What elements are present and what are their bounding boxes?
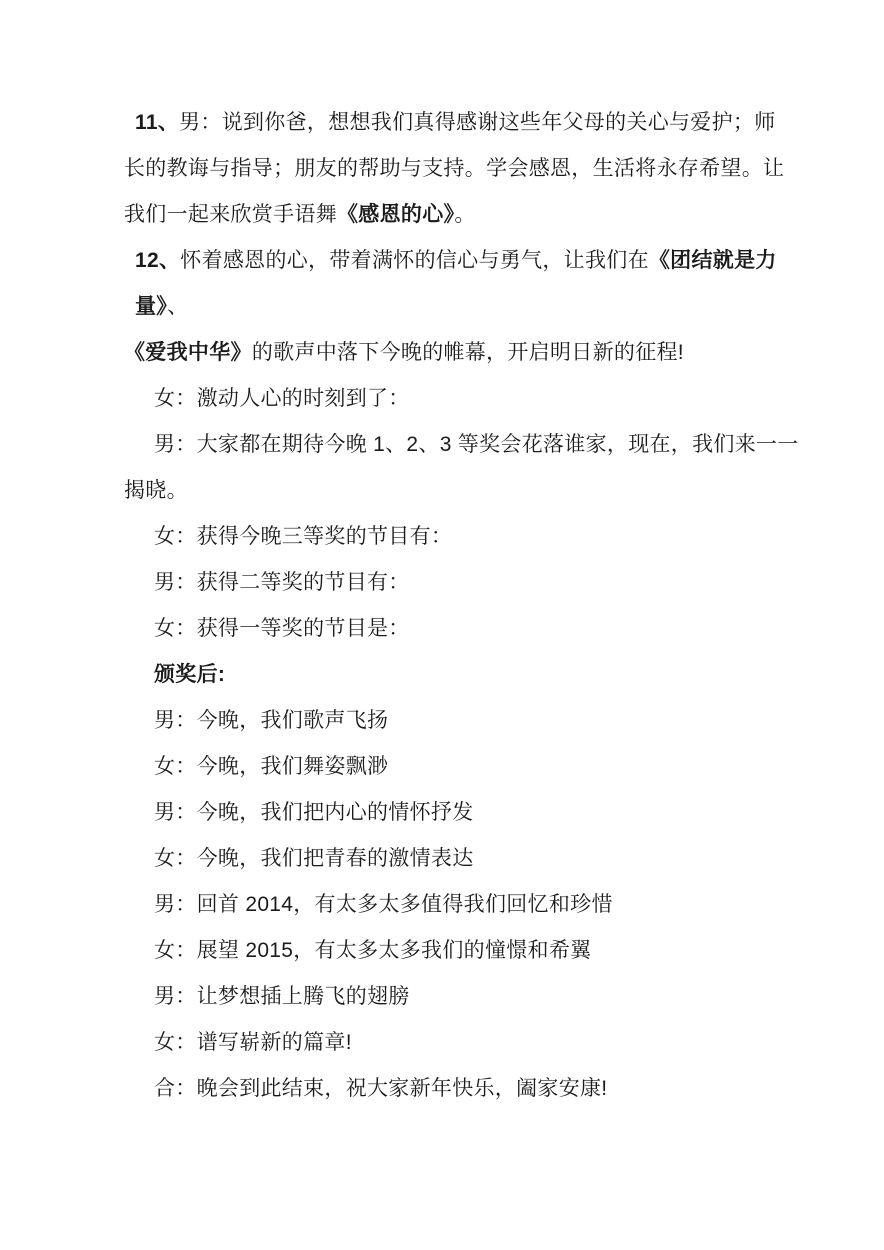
text-segment: 合：晚会到此结束，祝大家新年快乐，阖家安康! [154,1077,608,1100]
text-line [124,560,814,606]
text-line [124,790,814,836]
text-segment: 怀着感恩的心，带着满怀的信心与勇气，让我们在 [180,249,649,272]
text-segment: 女：激动人心的时刻到了： [154,387,410,410]
text-line [124,146,814,192]
bold-text-segment: 《团结就是力 [648,249,777,272]
text-line [124,652,814,698]
text-line [124,284,814,330]
text-segment: 女：谱写崭新的篇章! [154,1031,352,1054]
text-line [124,238,814,284]
text-line [124,606,814,652]
text-line [124,192,814,238]
text-line [124,744,814,790]
text-segment: 的歌声中落下今晚的帷幕，开启明日新的征程! [251,341,684,364]
text-line [124,468,814,514]
text-line [124,376,814,422]
text-segment: 男：让梦想插上腾飞的翅膀 [154,985,410,1008]
document-body [124,100,814,1112]
text-segment: 男：获得二等奖的节目有： [154,571,410,594]
text-segment: 女：获得今晚三等奖的节目有： [154,525,453,548]
text-segment: 我们一起来欣赏手语舞 [124,203,337,226]
text-segment: 女：今晚，我们舞姿飘渺 [154,755,389,778]
text-line [124,698,814,744]
text-line [124,514,814,560]
bold-text-segment: 量》 [135,295,168,318]
text-line [124,836,814,882]
bold-text-segment: 《爱我中华》 [124,341,252,364]
text-segment: 长的教诲与指导；朋友的帮助与支持。学会感恩，生活将永存希望。让 [124,157,785,180]
text-line [124,1020,814,1066]
text-segment: 男：说到你爸，想想我们真得感谢这些年父母的关心与爱护；师 [179,111,776,134]
text-segment: 男：今晚，我们把内心的情怀抒发 [154,801,474,824]
text-line [124,974,814,1020]
text-segment: 女：获得一等奖的节目是： [154,617,410,640]
text-line [124,882,814,928]
text-segment: 。 [454,203,476,226]
text-line [124,1066,814,1112]
text-segment: 男：大家都在期待今晚 1、2、3 等奖会花落谁家，现在，我们来一一 [154,433,799,456]
text-segment: 男：今晚，我们歌声飞扬 [154,709,389,732]
bold-text-segment: 11、 [135,111,180,134]
bold-text-segment: 《感恩的心》 [337,203,455,226]
text-line [124,330,814,376]
text-segment: 、 [167,295,189,318]
bold-text-segment: 12、 [135,249,181,272]
text-line [124,100,814,146]
text-segment: 女：今晚，我们把青春的激情表达 [154,847,474,870]
bold-text-segment: 颁奖后: [154,663,226,686]
text-segment: 男：回首 2014，有太多太多值得我们回忆和珍惜 [154,893,613,916]
text-segment: 女：展望 2015，有太多太多我们的憧憬和希翼 [154,939,592,962]
text-segment: 揭晓。 [124,479,188,502]
text-line [124,422,814,468]
text-line [124,928,814,974]
